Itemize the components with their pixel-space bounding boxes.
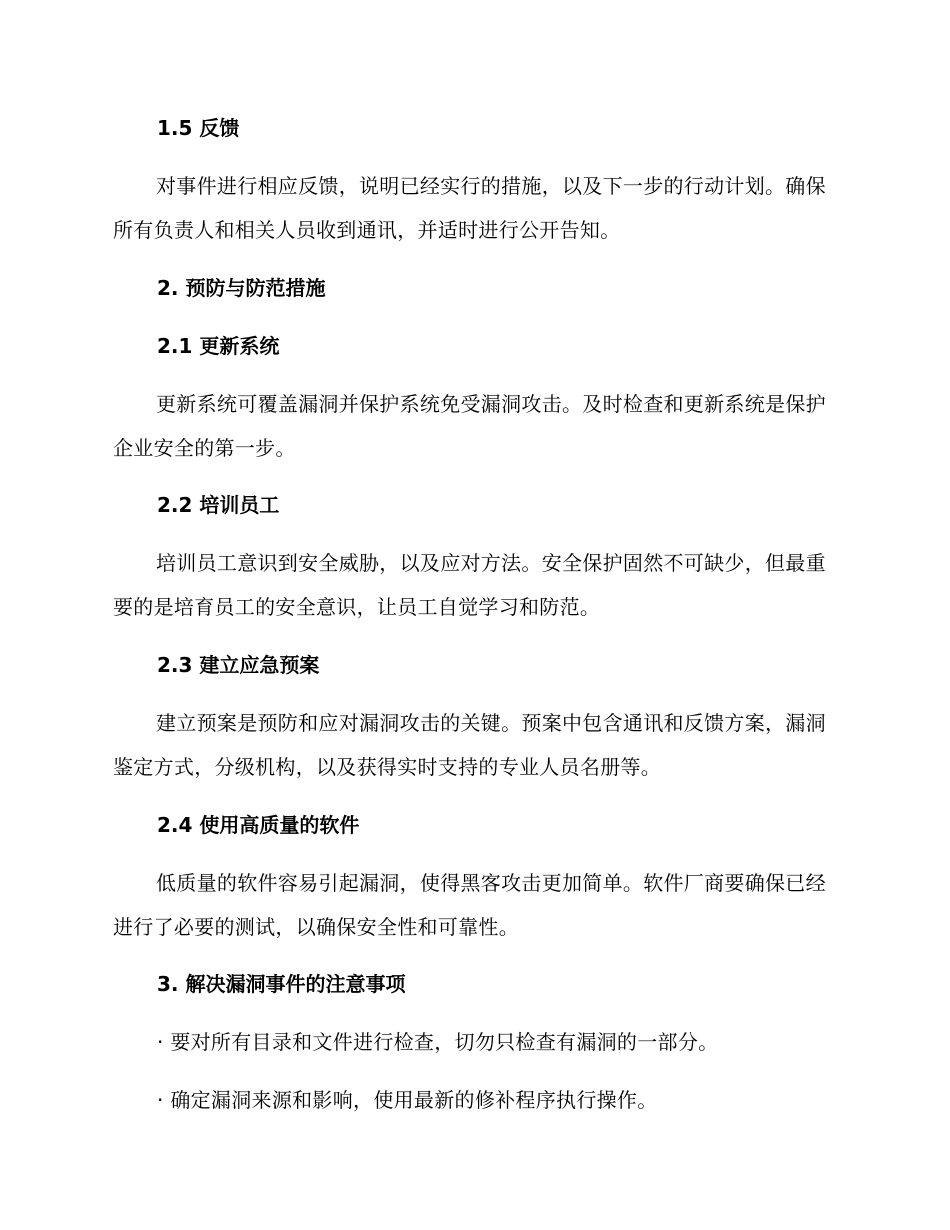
bullet-item: · 确定漏洞来源和影响，使用最新的修补程序执行操作。 (157, 1088, 658, 1112)
section-paragraph-2-3: 建立预案是预防和应对漏洞攻击的关键。预案中包含通讯和反馈方案，漏洞鉴定方式，分级机构，以及获得实时支持的专业人员名册等。 (113, 711, 826, 779)
section-heading-2-1: 2.1 更新系统 (157, 334, 280, 358)
section-heading-1-5: 1.5 反馈 (157, 116, 240, 140)
section-paragraph-2-4: 低质量的软件容易引起漏洞，使得黑客攻击更加简单。软件厂商要确保已经进行了必要的测试，以确保安全性和可靠性。 (113, 871, 826, 939)
section-paragraph-1-5: 对事件进行相应反馈，说明已经实行的措施，以及下一步的行动计划。确保所有负责人和相关人员收到通讯，并适时进行公开告知。 (113, 174, 826, 242)
section-heading-2-4: 2.4 使用高质量的软件 (157, 813, 360, 837)
bullet-item: · 要对所有目录和文件进行检查，切勿只检查有漏洞的一部分。 (157, 1030, 719, 1054)
section-heading-2-2: 2.2 培训员工 (157, 493, 280, 517)
section-paragraph-2-2: 培训员工意识到安全威胁，以及应对方法。安全保护固然不可缺少，但最重要的是培育员工的安全意识，让员工自觉学习和防范。 (113, 551, 826, 619)
section-paragraph-2-1: 更新系统可覆盖漏洞并保护系统免受漏洞攻击。及时检查和更新系统是保护企业安全的第一步。 (113, 392, 826, 460)
section-heading-2-3: 2.3 建立应急预案 (157, 653, 320, 677)
section-heading-2: 2. 预防与防范措施 (157, 276, 326, 300)
section-heading-3: 3. 解决漏洞事件的注意事项 (157, 972, 406, 996)
